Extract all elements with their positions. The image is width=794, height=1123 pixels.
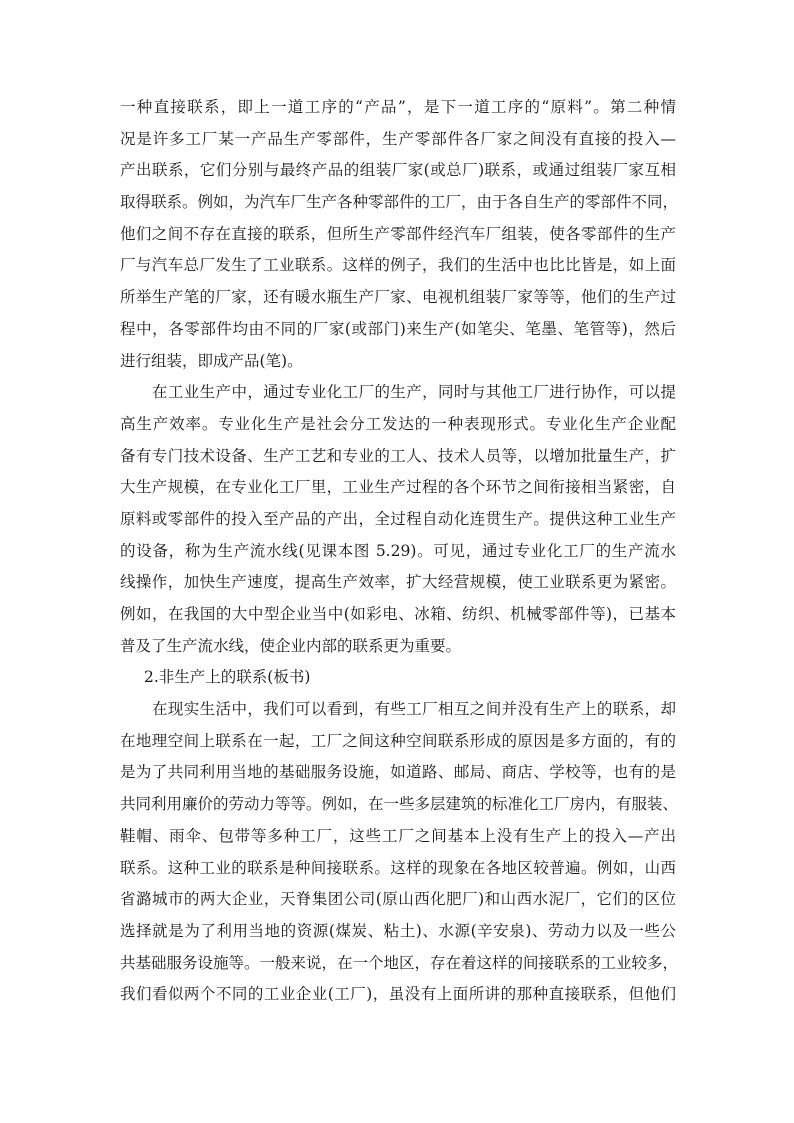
- text-line: 共同利用廉价的劳动力等等。例如，在一些多层建筑的标准化工厂房内，有服装、: [120, 795, 679, 814]
- text-line: 我们看似两个不同的工业企业(工厂)，虽没有上面所讲的那种直接联系，但他们: [120, 985, 676, 1004]
- section-heading: 2.非生产上的联系(板书): [144, 668, 311, 687]
- text-line: 原料或零部件的投入至产品的产出，全过程自动化连贯生产。提供这种工业生产: [120, 509, 676, 528]
- text-line: 的设备，称为生产流水线(见课本图 5.29)。可见，通过专业化工厂的生产流水: [120, 541, 676, 560]
- text-line: 联系。这种工业的联系是种间接联系。这样的现象在各地区较普遍。例如，山西: [120, 858, 676, 877]
- text-line: 在现实生活中，我们可以看到，有些工厂相互之间并没有生产上的联系，却: [152, 700, 676, 719]
- text-line: 线操作，加快生产速度，提高生产效率，扩大经营规模，使工业联系更为紧密。: [120, 573, 676, 592]
- text-line: 共基础服务设施等。一般来说，在一个地区，存在着这样的间接联系的工业较多，: [120, 953, 679, 972]
- text-line: 大生产规模，在专业化工厂里，工业生产过程的各个环节之间衔接相当紧密，自: [120, 478, 676, 497]
- text-line: 进行组装，即成产品(笔)。: [120, 351, 303, 370]
- text-line: 在工业生产中，通过专业化工厂的生产，同时与其他工厂进行协作，可以提: [152, 383, 676, 402]
- text-line: 高生产效率。专业化生产是社会分工发达的一种表现形式。专业化生产企业配: [120, 414, 676, 433]
- text-line: 取得联系。例如，为汽车厂生产各种零部件的工厂，由于各自生产的零部件不同，: [120, 193, 679, 212]
- text-line: 程中，各零部件均由不同的厂家(或部门)来生产(如笔尖、笔墨、笔管等)，然后: [120, 319, 676, 338]
- text-line: 备有专门技术设备、生产工艺和专业的工人、技术人员等，以增加批量生产，扩: [120, 446, 676, 465]
- text-line: 选择就是为了利用当地的资源(煤炭、粘土)、水源(辛安泉)、劳动力以及一些公: [120, 921, 676, 940]
- text-line: 例如，在我国的大中型企业当中(如彩电、冰箱、纺织、机械零部件等)，已基本: [120, 605, 676, 623]
- text-line: 他们之间不存在直接的联系，但所生产零部件经汽车厂组装，使各零部件的生产: [120, 224, 676, 243]
- text-line: 在地理空间上联系在一起，工厂之间这种空间联系形成的原因是多方面的，有的: [120, 731, 676, 750]
- text-line: 况是许多工厂某一产品生产零部件，生产零部件各厂家之间没有直接的投入—: [120, 129, 676, 148]
- text-line: 一种直接联系，即上一道工序的“产品”，是下一道工序的“原料”。第二种情: [120, 98, 676, 116]
- document-body: [120, 92, 679, 1011]
- text-line: 产出联系，它们分别与最终产品的组装厂家(或总厂)联系，或通过组装厂家互相: [120, 161, 676, 180]
- text-line: 厂与汽车总厂发生了工业联系。这样的例子，我们的生活中也比比皆是，如上面: [120, 256, 676, 275]
- text-line: 普及了生产流水线，使企业内部的联系更为重要。: [120, 636, 462, 655]
- text-line: 所举生产笔的厂家，还有暖水瓶生产厂家、电视机组装厂家等等，他们的生产过: [120, 288, 676, 307]
- text-line: 省潞城市的两大企业，天脊集团公司(原山西化肥厂)和山西水泥厂，它们的区位: [120, 890, 676, 909]
- text-line: 是为了共同利用当地的基础服务设施，如道路、邮局、商店、学校等，也有的是: [120, 763, 676, 782]
- text-line: 鞋帽、雨伞、包带等多种工厂，这些工厂之间基本上没有生产上的投入—产出: [120, 826, 676, 845]
